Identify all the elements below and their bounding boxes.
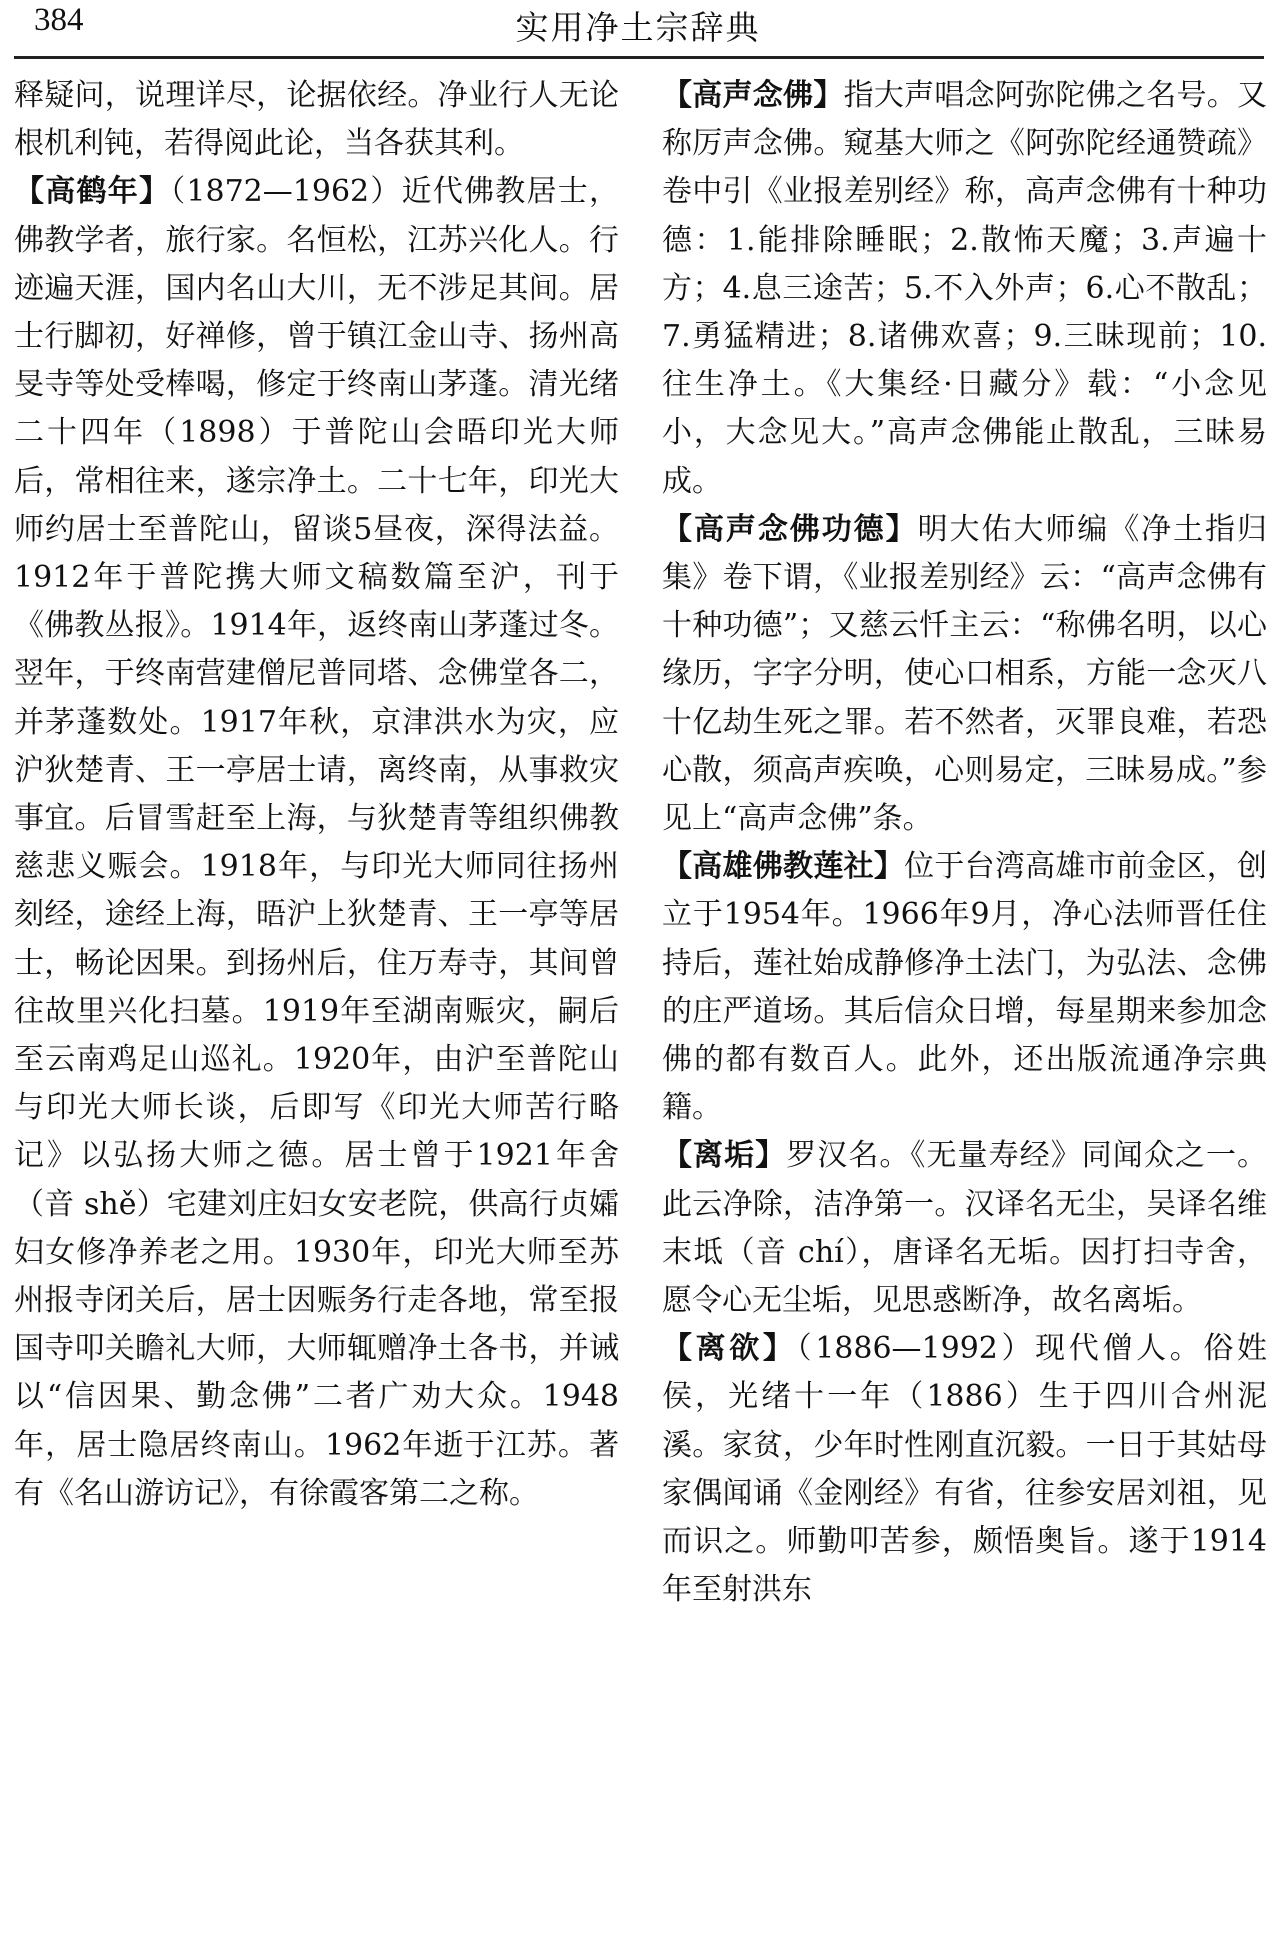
entry-gao-henian <box>14 168 619 1518</box>
book-title: 实用净土宗辞典 <box>515 8 761 47</box>
entry-liyu <box>662 1325 1267 1614</box>
right-column <box>662 72 1267 1615</box>
entry-body: 明大佑大师编《净土指归集》卷下谓，《业报差别经》云：“高声念佛有十种功德”；又慈云忏主云：“称佛名明，以心缘历，字字分明，使心口相系，方能一念灭八十亿劫生死之罪。若不然者，灭罪良难，若恐心散，须高声疾唤，心则易定，三昧易成。”参见上“高声念佛”条。 <box>662 511 1268 837</box>
left-column <box>14 72 619 1518</box>
header-rule <box>14 56 1264 59</box>
entry-body: 位于台湾高雄市前金区，创立于1954年。1966年9月，净心法师晋任住持后，莲社始成静修净土法门，为弘法、念佛的庄严道场。其后信众日增，每星期来参加念佛的都有数百人。此外，还出版流通净宗典籍。 <box>662 849 1268 1126</box>
entry-headword: 【离垢】 <box>662 1138 787 1174</box>
page-header <box>0 0 1276 62</box>
entry-gaosheng-nianfo-gongde <box>662 506 1267 843</box>
entry-headword: 【高雄佛教莲社】 <box>662 849 905 885</box>
entry-gaosheng-nianfo <box>662 72 1267 506</box>
entry-body: 罗汉名。《无量寿经》同闻众之一。此云净除，洁净第一。汉译名无尘，吴译名维末坻（音 chí），唐译名无垢。因打扫寺舍，愿令心无尘垢，见思惑断净，故名离垢。 <box>662 1138 1268 1319</box>
continuation-paragraph: 释疑问，说理详尽，论据依经。净业行人无论根机利钝，若得阅此论，当各获其利。 <box>14 78 619 162</box>
entry-headword: 【高声念佛功德】 <box>662 511 918 547</box>
entry-gaoxiong-fojiao-lianshe <box>662 843 1267 1132</box>
entry-body: （1872—1962）近代佛教居士，佛教学者，旅行家。名恒松，江苏兴化人。行迹遍天涯，国内名山大川，无不涉足其间。居士行脚初，好禅修，曾于镇江金山寺、扬州高旻寺等处受棒喝，修定于终南山茅蓬。清光绪二十四年（1898）于普陀山会晤印光大师后，常相往来，遂宗净土。二十七年，印光大师约居士至普陀山，留谈5昼夜，深得法益。1912年于普陀携大师文稿数篇至沪，刊于《佛教丛报》。1914年，返终南山茅蓬过冬。翌年，于终南营建僧尼普同塔、念佛堂各二，并茅蓬数处。1917年秋，京津洪水为灾，应沪狄楚青、王一亭居士请，离终南，从事救灾事宜。后冒雪赶至上海，与狄楚青等组织佛教慈悲义赈会。1918年，与印光大师同往扬州刻经，途经上海，晤沪上狄楚青、王一亭等居士，畅论因果。到扬州后，住万寿寺，其间曾往故里兴化扫墓。1919年至湖南赈灾，嗣后至云南鸡足山巡礼。1920年，由沪至普陀山与印光大师长谈，后即写《印光大师苦行略记》以弘扬大师之德。居士曾于1921年舍（音 shě）宅建刘庄妇女安老院，供高行贞孀妇女修净养老之用。1930年，印光大师至苏州报寺闭关后，居士因赈务行走各地，常至报国寺叩关瞻礼大师，大师辄赠净土各书，并诫以“信因果、勤念佛”二者广劝大众。1948年，居士隐居终南山。1962年逝于江苏。著有《名山游访记》，有徐霞客第二之称。 <box>14 174 620 1511</box>
entry-headword: 【离欲】 <box>662 1331 797 1367</box>
entry-ligou <box>662 1132 1267 1325</box>
entry-headword: 【高鹤年】 <box>14 174 171 210</box>
entry-headword: 【高声念佛】 <box>662 78 844 113</box>
entry-body: 指大声唱念阿弥陀佛之名号。又称厉声念佛。窥基大师之《阿弥陀经通赞疏》卷中引《业报差别经》称，高声念佛有十种功德：1.能排除睡眠；2.散怖天魔；3.声遍十方；4.息三途苦；5.不入外声；6.心不散乱；7.勇猛精进；8.诸佛欢喜；9.三昧现前；10.往生净土。《大集经·日藏分》载：“小念见小，大念见大。”高声念佛能止散乱，三昧易成。 <box>662 78 1268 499</box>
entry-body: （1886—1992）现代僧人。俗姓侯，光绪十一年（1886）生于四川合州泥溪。家贫，少年时性刚直沉毅。一日于其姑母家偶闻诵《金刚经》有省，往参安居刘祖，见而识之。师勤叩苦参，颇悟奥旨。遂于1914年至射洪东 <box>662 1331 1268 1608</box>
page-number: 384 <box>34 2 84 38</box>
